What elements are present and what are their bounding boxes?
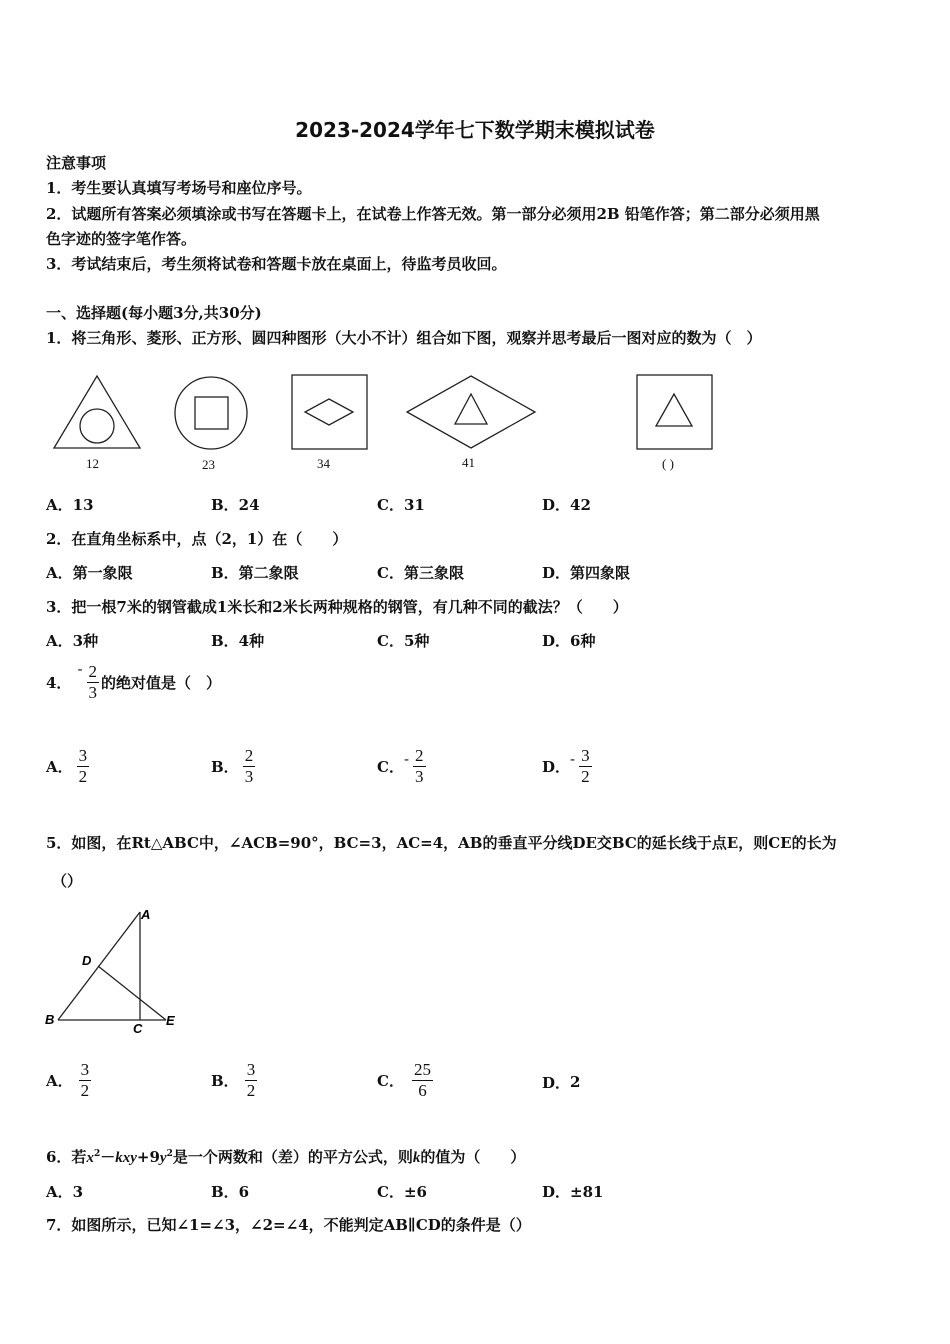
notice-item-3: 3．考试结束后，考生须将试卷和答题卡放在桌面上，待监考员收回。 [46,255,507,273]
q6-option-c[interactable]: C．±6 [377,1183,427,1201]
q4-suffix: 的绝对值是（ ） [101,674,222,692]
q1-option-d[interactable]: D．42 [542,496,591,514]
q3-option-d[interactable]: D．6种 [542,632,596,650]
q2-option-b[interactable]: B．第二象限 [211,564,299,582]
q2-option-d[interactable]: D．第四象限 [542,564,631,582]
q6-option-d[interactable]: D．±81 [542,1183,604,1201]
q5-label-e: E [166,1013,175,1028]
q5-option-c[interactable]: C． $\frac{25}{6}$ [377,1060,431,1100]
q4-number: 4． [46,674,72,692]
q5-label-c: C [133,1021,143,1036]
notice-item-2: 2．试题所有答案必须填涂或书写在答题卡上，在试卷上作答无效。第一部分必须用2B 铅笔作答；第二部分必须用黑 [46,205,820,223]
page-title: 2023-2024学年七下数学期末模拟试卷 [295,118,655,142]
q1-figure-4 [405,374,537,450]
q1-option-c[interactable]: C．31 [377,496,425,514]
q5-option-b[interactable]: B． $\frac{3}{2}$ [211,1060,256,1100]
q4-option-b[interactable]: B． $\frac{2}{3}$ [211,746,254,786]
q5-option-d[interactable]: D． 2 [542,1073,581,1092]
q3-stem: 3．把一根7米的钢管截成1米长和2米长两种规格的钢管，有几种不同的截法？（ ） [46,598,628,616]
q4-option-c[interactable]: C． - $\frac{2}{3}$ [377,746,424,786]
q1-option-b[interactable]: B．24 [211,496,260,514]
q4-option-d[interactable]: D． - $\frac{3}{2}$ [542,746,590,786]
q5-label-b: B [45,1012,55,1027]
q2-option-a[interactable]: A．第一象限 [46,564,133,582]
q1-figure-3 [291,374,369,450]
q1-figure-5 [636,374,714,450]
q7-stem: 7．如图所示，已知∠1=∠3，∠2=∠4，不能判定AB∥CD的条件是（） [46,1216,531,1234]
q4-option-a[interactable]: A． $\frac{3}{2}$ [46,746,88,786]
q1-caption-5: ( ) [662,456,674,471]
q3-option-b[interactable]: B．4种 [211,632,265,650]
q5-option-a[interactable]: A． $\frac{3}{2}$ [46,1060,90,1100]
q2-stem: 2．在直角坐标系中，点（2，1）在（ ） [46,530,348,548]
q1-caption-1: 12 [86,456,99,471]
q1-figure-1 [52,374,142,452]
q5-paren: （） [52,872,83,890]
q4-fraction: $\frac{2}{3}$ [88,662,98,702]
q3-option-c[interactable]: C．5种 [377,632,430,650]
notice-item-2-cont: 色字迹的签字笔作答。 [46,230,197,248]
q1-caption-2: 23 [202,457,215,472]
q5-label-d: D [82,953,92,968]
q4-negative-sign: - [77,659,83,678]
q6-stem: 6．若$x^2-kxy+9y^2$是一个两数和（差）的平方公式，则k的值为（ ） [46,1148,526,1166]
notice-item-1: 1．考生要认真填写考场号和座位序号。 [46,179,312,197]
q1-option-a[interactable]: A．13 [46,496,94,514]
q5-triangle-figure [44,904,184,1036]
q1-stem: 1．将三角形、菱形、正方形、圆四种图形（大小不计）组合如下图，观察并思考最后一图对应的数为（ ） [46,329,762,347]
section-heading: 一、选择题(每小题3分,共30分) [46,304,262,322]
q4-stem [46,659,222,703]
q5-label-a: A [141,907,151,922]
q6-option-a[interactable]: A．3 [46,1183,84,1201]
q6-option-b[interactable]: B．6 [211,1183,250,1201]
q1-figure-2 [174,376,248,450]
q5-stem: 5．如图，在Rt△ABC中，∠ACB=90°，BC=3，AC=4，AB的垂直平分线DE交BC的延长线于点E，则CE的长为 [46,834,837,852]
q1-caption-4: 41 [462,455,475,470]
notice-heading: 注意事项 [46,154,107,172]
q3-option-a[interactable]: A．3种 [46,632,99,650]
q1-caption-3: 34 [317,456,330,471]
q2-option-c[interactable]: C．第三象限 [377,564,464,582]
